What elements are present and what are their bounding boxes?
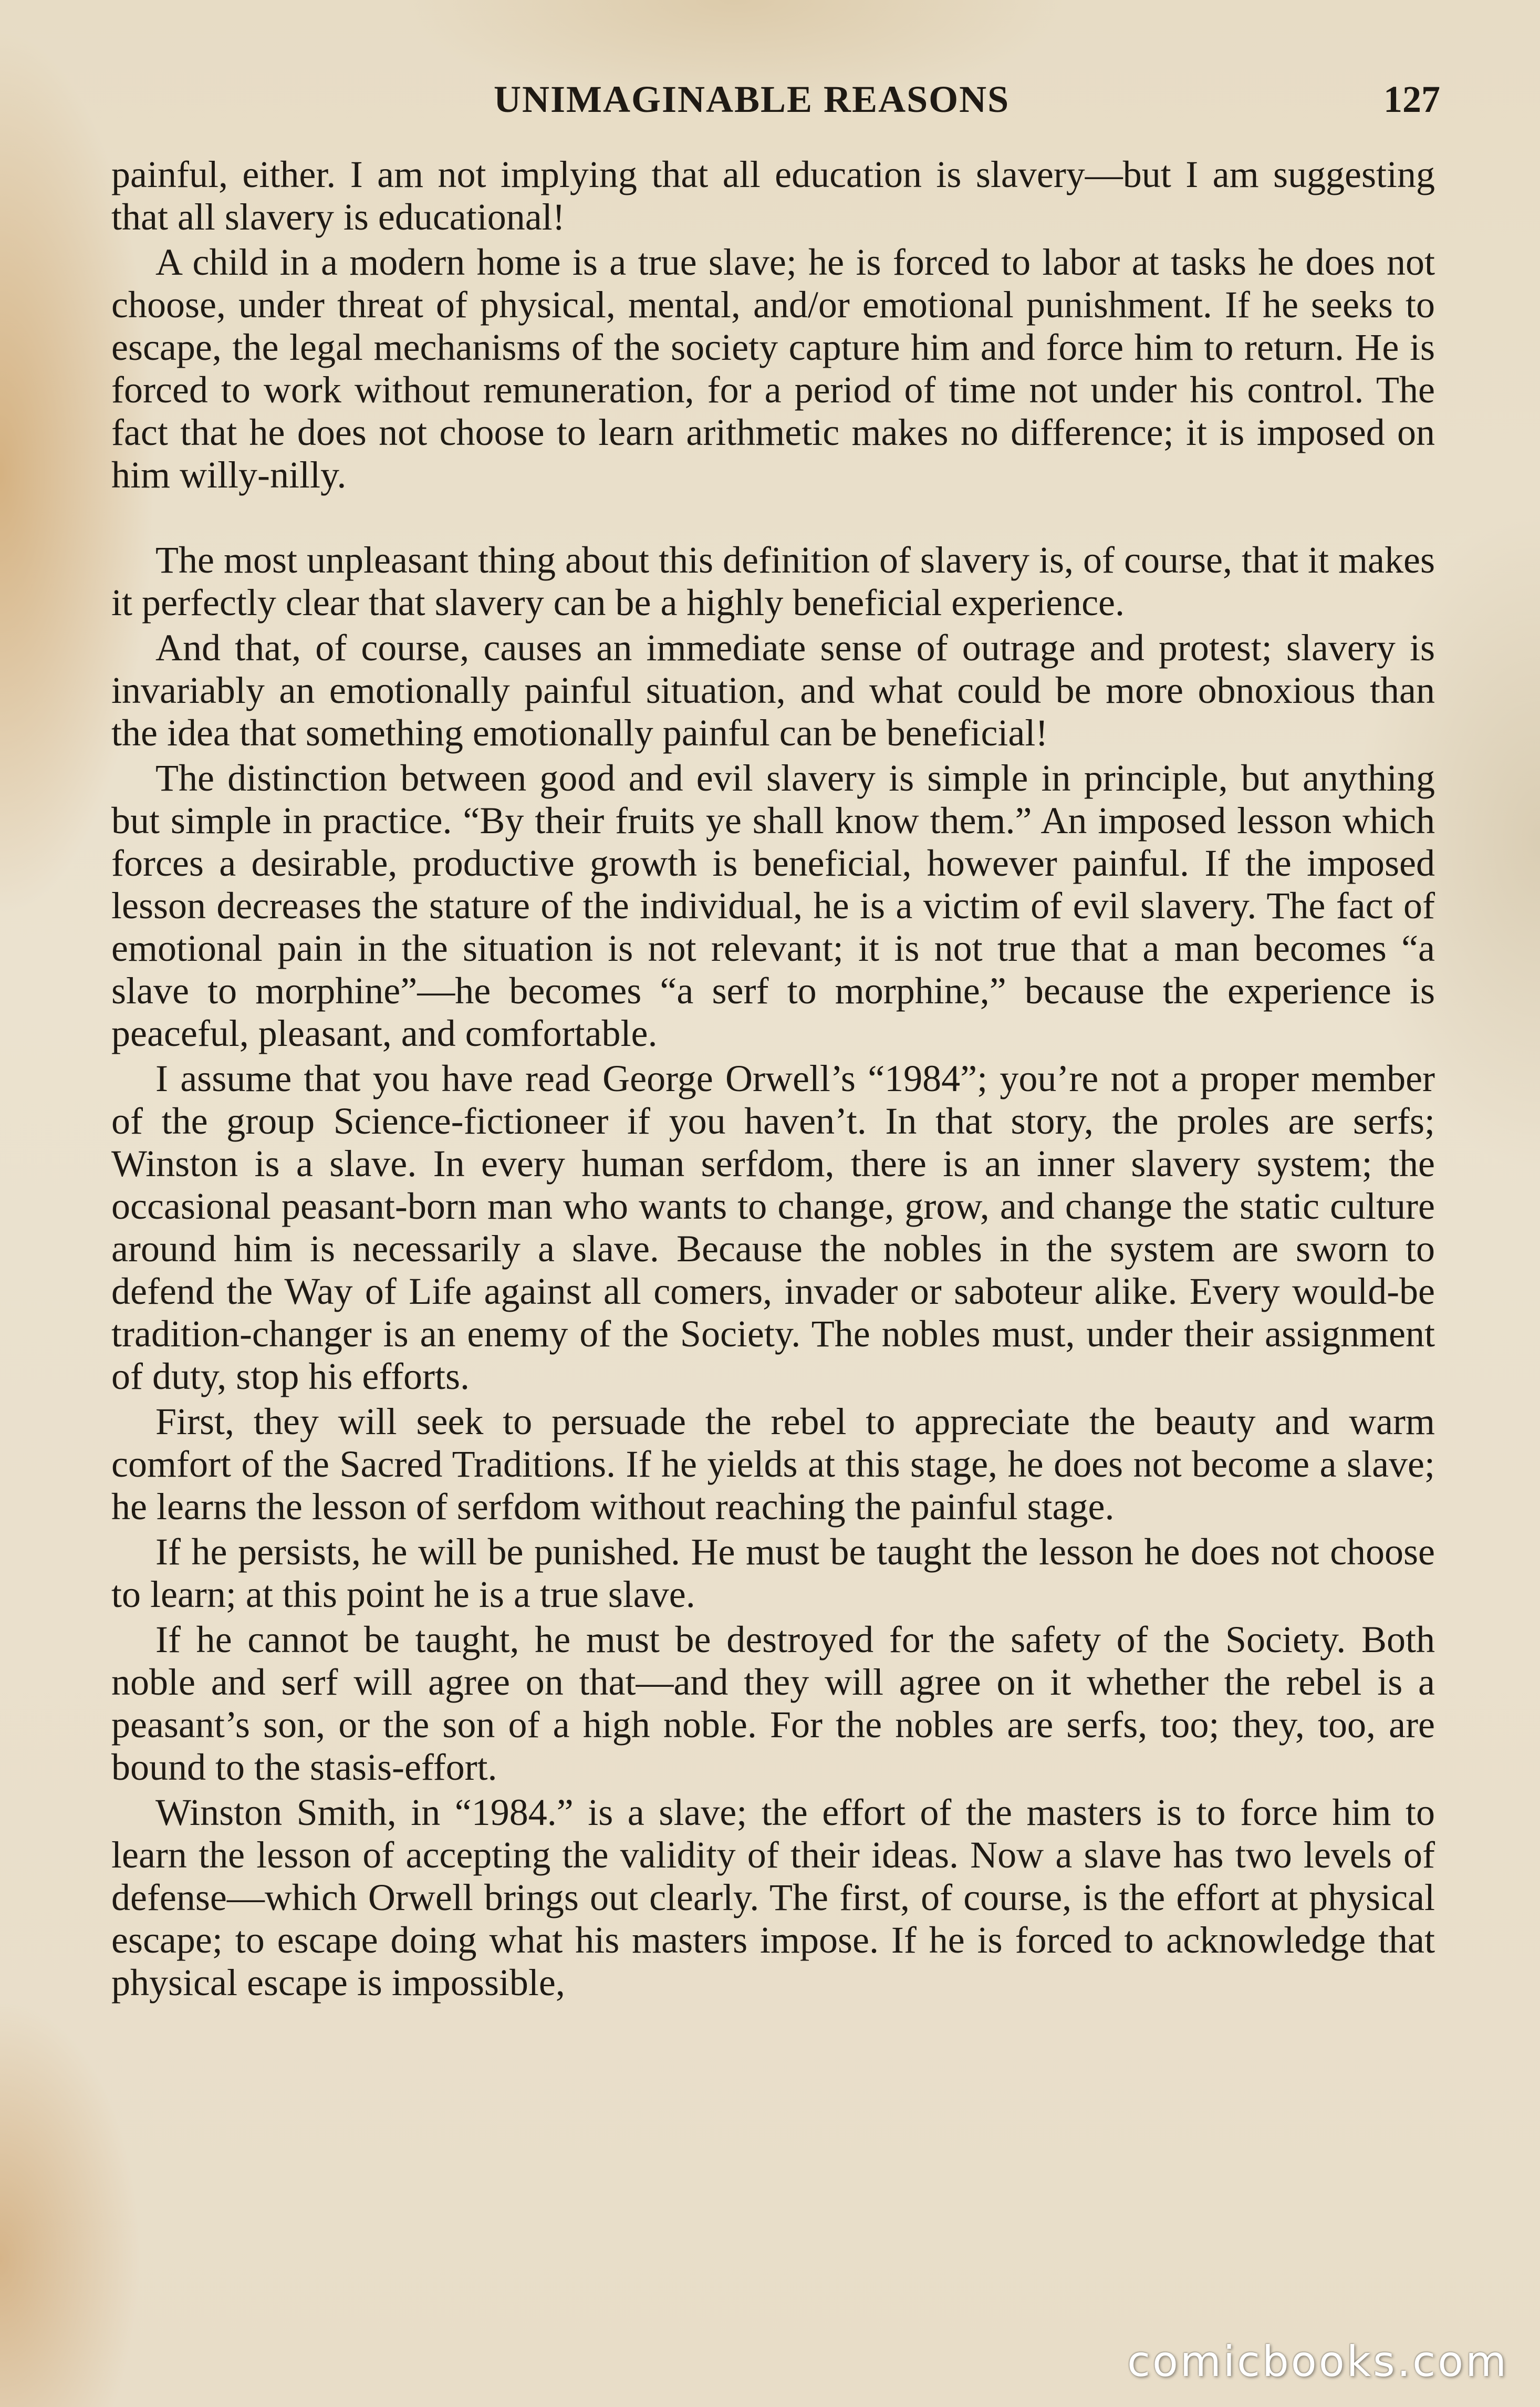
paragraph: painful, either. I am not implying that all education is slavery—but I am suggesting that all slavery is educational! [111,153,1435,238]
paragraph: Winston Smith, in “1984.” is a slave; the effort of the masters is to force him to learn the lesson of accepting the validity of their ideas. Now a slave has two levels of defense—which Orwell brings out clearly. The first, of course, is the effort at physical escape; to escape doing what his masters impose. If he is forced to acknowledge that physical escape is impossible, [111,1791,1435,2004]
paragraph: I assume that you have read George Orwell’s “1984”; you’re not a proper member of the group Science-fictioneer if you haven’t. In that story, the proles are serfs; Winston is a slave. In every human serfdom, there is an inner slavery system; the occasional peasant-born man who wants to change, grow, and change the static culture around him is necessarily a slave. Because the nobles in the system are sworn to defend the Way of Life against all comers, invader or saboteur alike. Every would-be tradition-changer is an enemy of the Society. The nobles must, under their assignment of duty, stop his efforts. [111,1057,1435,1397]
paragraph: And that, of course, causes an immediate sense of outrage and protest; slavery is invariably an emotionally painful situation, and what could be more obnoxious than the idea that something emotionally painful can be beneficial! [111,627,1435,754]
paragraph: The most unpleasant thing about this definition of slavery is, of course, that it makes it perfectly clear that slavery can be a highly beneficial experience. [111,539,1435,624]
body-text [111,153,1435,2007]
paragraph: If he cannot be taught, he must be destroyed for the safety of the Society. Both noble and serf will agree on that—and they will agree on it whether the rebel is a peasant’s son, or the son of a high noble. For the nobles are serfs, too; they, too, are bound to the stasis-effort. [111,1618,1435,1788]
paragraph: A child in a modern home is a true slave; he is forced to labor at tasks he does not choose, under threat of physical, mental, and/or emotional punishment. If he seeks to escape, the legal mechanisms of the society capture him and force him to return. He is forced to work without remuneration, for a period of time not under his control. The fact that he does not choose to learn arithmetic makes no difference; it is imposed on him willy-nilly. [111,241,1435,496]
page-number: 127 [1383,78,1440,120]
paragraph: If he persists, he will be punished. He must be taught the lesson he does not choose to learn; at this point he is a true slave. [111,1531,1435,1615]
paragraph: First, they will seek to persuade the rebel to appreciate the beauty and warm comfort of the Sacred Traditions. If he yields at this stage, he does not become a slave; he learns the lesson of serfdom without reaching the painful stage. [111,1400,1435,1528]
running-title: UNIMAGINABLE REASONS [494,78,1010,120]
watermark: comicbooks.com [1127,2337,1508,2386]
paragraph: The distinction between good and evil slavery is simple in principle, but anything but simple in practice. “By their fruits ye shall know them.” An imposed lesson which forces a desirable, productive growth is beneficial, however painful. If the imposed lesson decreases the stature of the individual, he is a victim of evil slavery. The fact of emotional pain in the situation is not relevant; it is not true that a man becomes “a slave to morphine”—he becomes “a serf to morphine,” because the experience is peaceful, pleasant, and comfortable. [111,757,1435,1054]
page-header [0,78,1540,130]
